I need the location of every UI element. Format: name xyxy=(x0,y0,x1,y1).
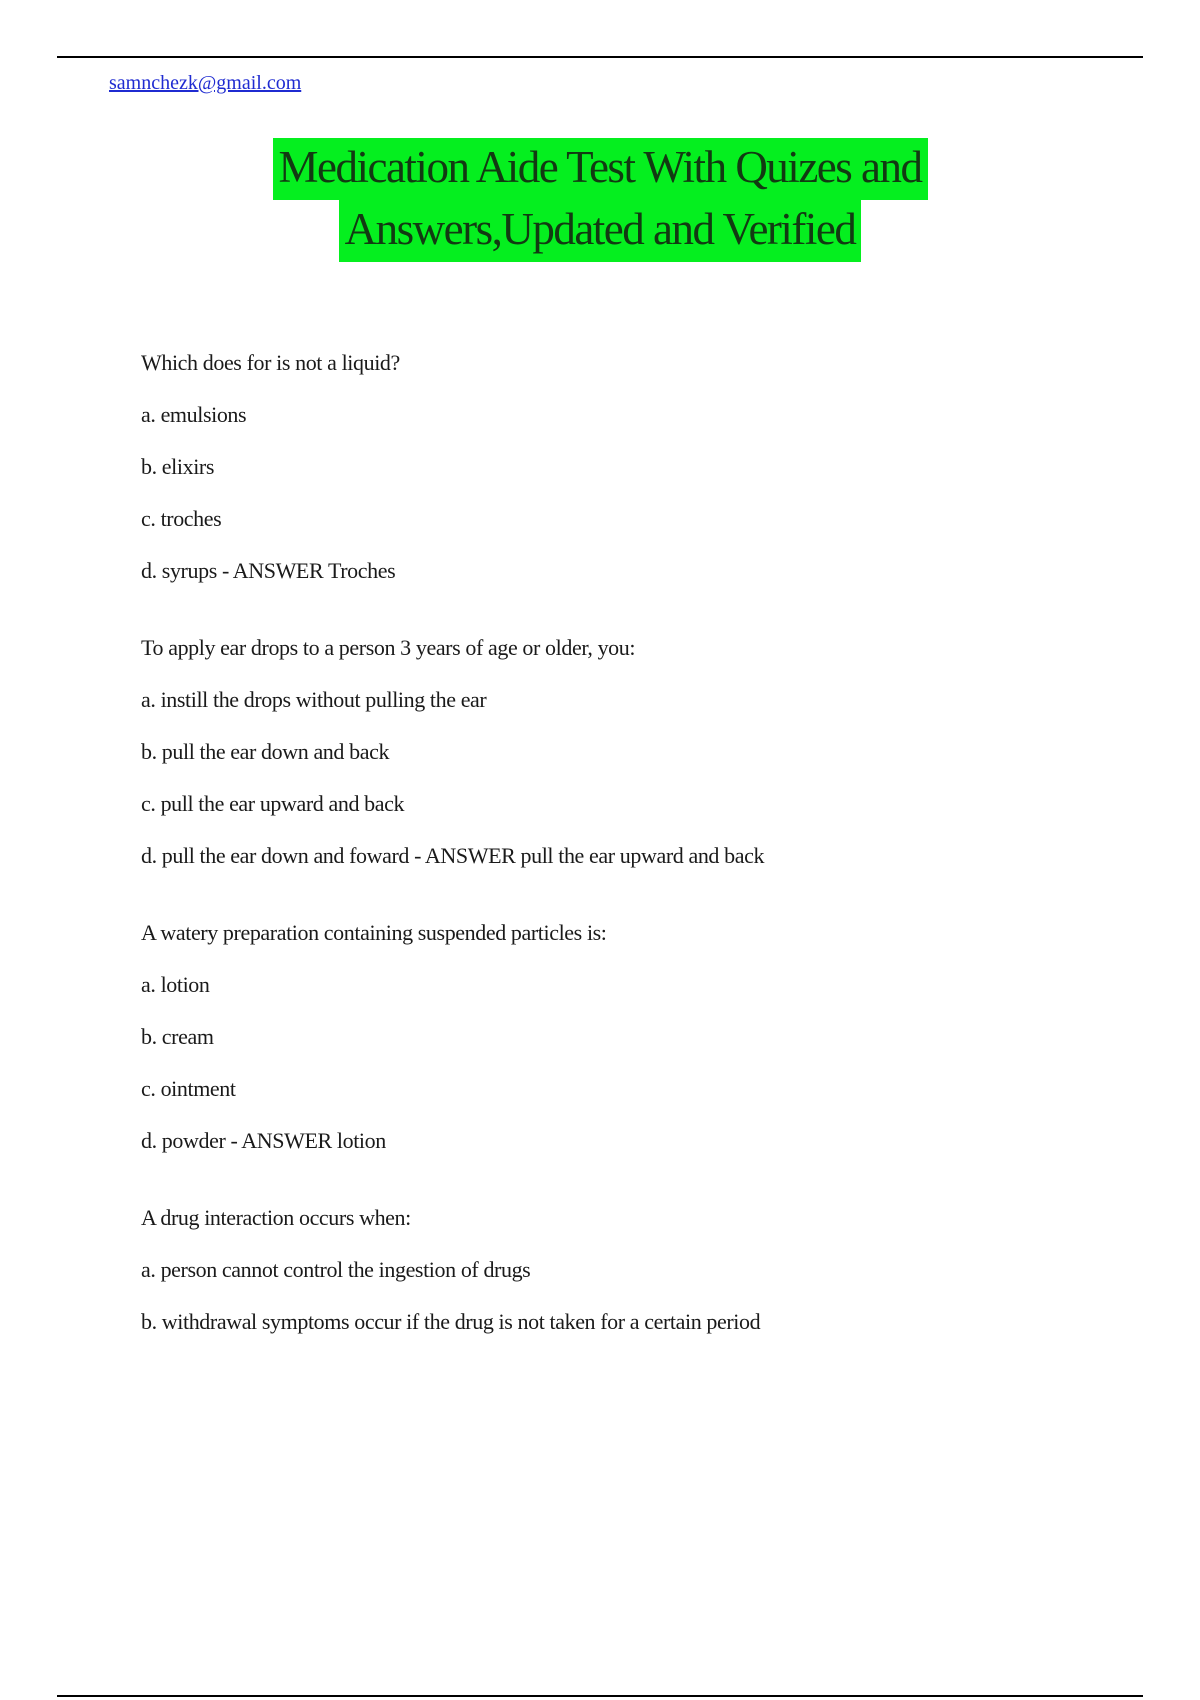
answer-option: d. syrups - ANSWER Troches xyxy=(141,558,396,583)
answer-option: a. lotion xyxy=(141,972,210,997)
answer-option: c. ointment xyxy=(141,1076,236,1101)
answer-option: c. troches xyxy=(141,506,222,531)
answer-option: b. cream xyxy=(141,1024,214,1049)
header-rule xyxy=(57,56,1143,58)
answer-option: d. powder - ANSWER lotion xyxy=(141,1128,386,1153)
document-title xyxy=(0,138,1200,262)
title-line-1: Medication Aide Test With Quizes and xyxy=(273,138,928,200)
author-email-link[interactable]: samnchezk@gmail.com xyxy=(109,72,302,94)
question-item xyxy=(141,350,1141,583)
answer-option: a. instill the drops without pulling the ear xyxy=(141,687,487,712)
question-stem: A drug interaction occurs when: xyxy=(141,1205,411,1230)
answer-option: a. emulsions xyxy=(141,402,247,427)
answer-option: b. withdrawal symptoms occur if the drug is not taken for a certain period xyxy=(141,1309,761,1334)
footer-rule xyxy=(57,1695,1143,1697)
question-stem: Which does for is not a liquid? xyxy=(141,350,400,375)
question-item xyxy=(141,635,1141,868)
answer-option: b. elixirs xyxy=(141,454,214,479)
question-stem: To apply ear drops to a person 3 years of age or older, you: xyxy=(141,635,636,660)
answer-option: b. pull the ear down and back xyxy=(141,739,390,764)
question-item xyxy=(141,920,1141,1153)
answer-option: d. pull the ear down and foward - ANSWER pull the ear upward and back xyxy=(141,843,765,868)
question-list xyxy=(141,350,1141,1386)
title-line-2: Answers,Updated and Verified xyxy=(339,200,862,262)
answer-option: a. person cannot control the ingestion of drugs xyxy=(141,1257,531,1282)
question-item xyxy=(141,1205,1141,1334)
question-stem: A watery preparation containing suspended particles is: xyxy=(141,920,607,945)
answer-option: c. pull the ear upward and back xyxy=(141,791,405,816)
